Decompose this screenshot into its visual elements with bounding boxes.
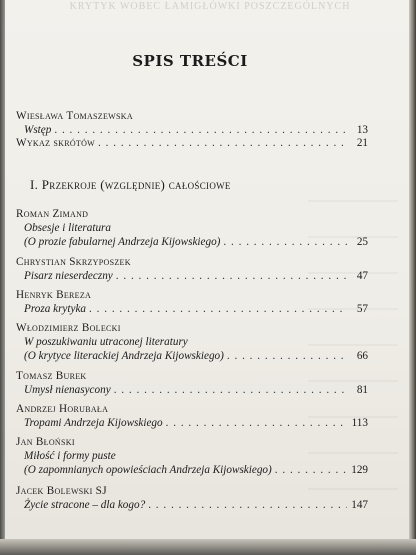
entry-row — [16, 123, 368, 137]
entry-author: Roman Zimand — [16, 208, 89, 220]
leader-dots — [148, 498, 347, 512]
entry-page: 147 — [351, 499, 368, 511]
entry-row — [16, 416, 368, 430]
leader-dots — [114, 383, 347, 397]
entry-page: 129 — [351, 464, 368, 476]
toc-entry — [16, 288, 368, 316]
entry-author: Włodzimierz Bolecki — [16, 322, 121, 334]
entry-page: 13 — [356, 124, 368, 136]
entry-row — [16, 269, 368, 283]
page-edge — [409, 0, 416, 555]
entry-title-line: Umysł nienasycony — [24, 384, 111, 396]
entry-row — [16, 349, 368, 363]
entry-author: Andrzej Horubała — [16, 403, 109, 415]
toc-entry — [16, 402, 368, 430]
entry-row — [16, 136, 368, 150]
entry-row — [16, 383, 368, 397]
entry-title-line: Obsesje i literatura — [24, 222, 112, 234]
section-numeral: I. — [30, 177, 39, 192]
entry-title-line: Miłość i formy puste — [24, 450, 116, 462]
entry-title-line: W poszukiwaniu utraconej literatury — [24, 336, 188, 348]
entry-author: Chrystian Skrzyposzek — [16, 256, 131, 268]
entry-author: Wiesława Tomaszewska — [16, 110, 133, 122]
entry-title-line: Pisarz nieserdeczny — [24, 270, 113, 282]
leader-dots — [227, 349, 347, 363]
leader-dots — [166, 416, 347, 430]
section-heading — [30, 177, 231, 193]
page-bottom-shadow — [0, 539, 416, 555]
entry-row — [16, 302, 368, 316]
toc-entry — [16, 321, 368, 363]
entry-title-line: Tropami Andrzeja Kijowskiego — [24, 417, 163, 429]
leader-dots — [275, 463, 347, 477]
entry-title-line: (O zapomnianych opowieściach Andrzeja Kijowskiego) — [24, 464, 272, 476]
entry-title-line: Proza krytyka — [24, 303, 87, 315]
entry-page: 21 — [356, 137, 368, 149]
leader-dots — [98, 136, 347, 150]
entry-author: Tomasz Burek — [16, 370, 87, 382]
spine-shadow — [0, 0, 5, 555]
entry-author: Jan Błoński — [16, 436, 75, 448]
toc-entry — [16, 255, 368, 283]
leader-dots — [223, 235, 347, 249]
toc-entry-front-1 — [16, 136, 368, 150]
section-title: Przekroje (względnie) całościowe — [41, 177, 231, 192]
entry-title: Wstęp — [24, 124, 52, 136]
toc-entry — [16, 207, 368, 249]
entry-page: 113 — [351, 417, 368, 429]
entry-title-line: Życie stracone – dla kogo? — [24, 499, 146, 511]
entry-page: 47 — [356, 270, 368, 282]
entry-page: 25 — [356, 236, 368, 248]
entry-page: 57 — [356, 303, 368, 315]
entry-page: 66 — [356, 350, 368, 362]
leader-dots — [54, 123, 347, 137]
entry-row — [16, 235, 368, 249]
entry-row — [16, 463, 368, 477]
entry-author: Jacek Bolewski SJ — [16, 485, 107, 497]
toc-entry-front-0 — [16, 109, 368, 137]
entry-title-line: (O prozie fabularnej Andrzeja Kijowskiego) — [24, 236, 221, 248]
entry-row — [16, 498, 368, 512]
bleed-through-header: KRYTYK WOBEC ŁAMIGŁÓWKI POSZCZEGÓLNYCH — [69, 1, 351, 12]
entry-title-line: (O krytyce literackiej Andrzeja Kijowskiego) — [24, 350, 224, 362]
entry-author: Henryk Bereza — [16, 289, 92, 301]
entry-title: Wykaz skrótów — [16, 137, 96, 149]
toc-entry — [16, 484, 368, 512]
page-title: SPIS TREŚCI — [132, 52, 248, 70]
entry-page: 81 — [356, 384, 368, 396]
toc-entry — [16, 369, 368, 397]
leader-dots — [116, 269, 347, 283]
toc-entry — [16, 435, 368, 477]
leader-dots — [89, 302, 347, 316]
